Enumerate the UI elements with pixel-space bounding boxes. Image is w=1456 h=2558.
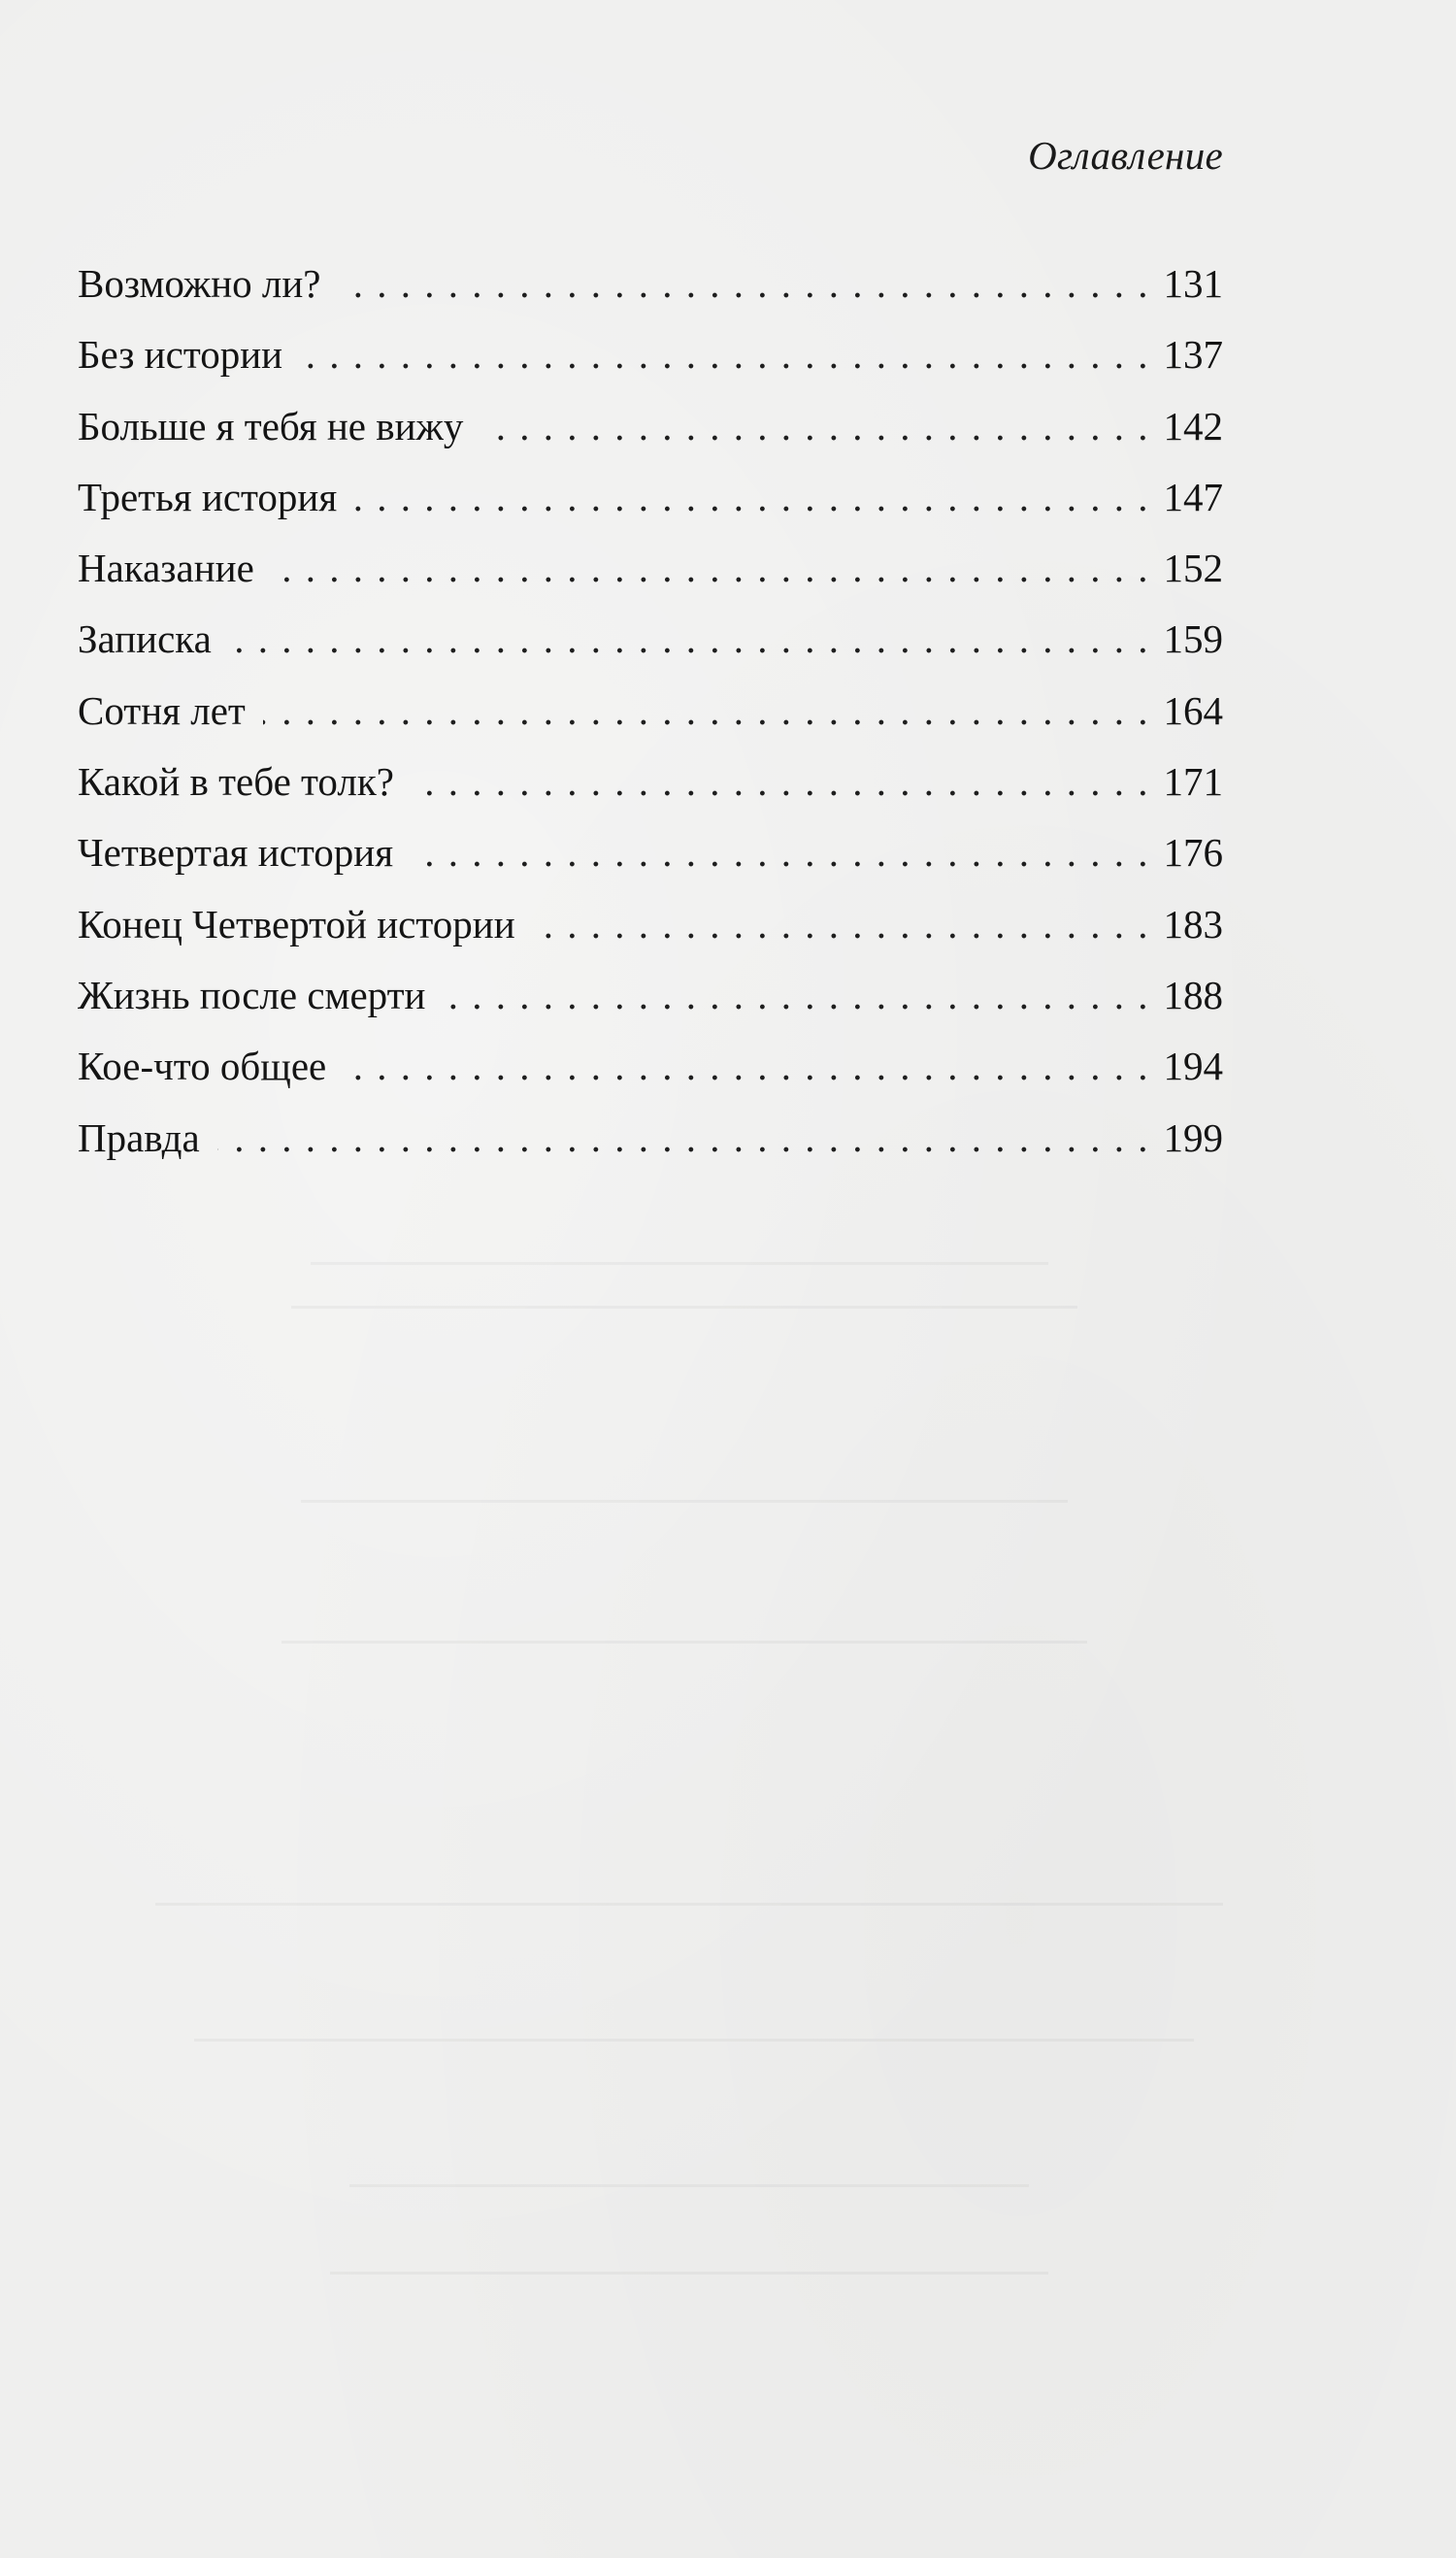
toc-entry-title: Сотня лет (78, 687, 246, 733)
toc-entry-page: 142 (1163, 403, 1223, 448)
show-through-line (311, 1262, 1048, 1265)
toc-entry (78, 1031, 1223, 1102)
toc-dot-leader (411, 817, 1147, 888)
toc-entry-title: Кое-что общее (78, 1044, 327, 1089)
show-through-line (194, 2039, 1194, 2042)
toc-entry-page: 176 (1163, 830, 1223, 876)
toc-dot-leader (533, 889, 1148, 960)
toc-entry-page: 188 (1163, 972, 1223, 1017)
table-of-contents (78, 249, 1223, 1174)
toc-entry (78, 889, 1223, 960)
toc-entry-title: Четвертая история (78, 830, 394, 876)
running-title: Оглавление (1028, 133, 1223, 178)
toc-dot-leader (354, 462, 1147, 533)
toc-entry-title: Наказание (78, 546, 254, 591)
toc-entry-title: Конец Четвертой истории (78, 901, 515, 947)
show-through-line (349, 2184, 1029, 2187)
toc-dot-leader (444, 960, 1148, 1031)
toc-entry (78, 462, 1223, 533)
toc-entry (78, 676, 1223, 747)
toc-entry-title: Правда (78, 1114, 200, 1160)
toc-entry-page: 131 (1163, 261, 1223, 306)
toc-entry (78, 249, 1223, 319)
toc-entry-page: 164 (1163, 687, 1223, 733)
toc-entry-page: 159 (1163, 616, 1223, 662)
show-through-line (330, 2272, 1048, 2275)
toc-entry-page: 137 (1163, 332, 1223, 378)
show-through-line (301, 1500, 1068, 1503)
toc-dot-leader (272, 533, 1148, 604)
show-through-line (281, 1641, 1087, 1644)
toc-entry-page: 171 (1163, 759, 1223, 805)
toc-entry (78, 960, 1223, 1031)
toc-entry-page: 147 (1163, 474, 1223, 519)
toc-entry-title: Возможно ли? (78, 261, 321, 306)
show-through-line (155, 1903, 1223, 1906)
toc-entry-page: 199 (1163, 1114, 1223, 1160)
toc-dot-leader (263, 676, 1148, 747)
toc-dot-leader (300, 319, 1147, 390)
toc-entry (78, 533, 1223, 604)
toc-dot-leader (344, 1031, 1147, 1102)
toc-dot-leader (412, 747, 1148, 817)
toc-entry-title: Без истории (78, 332, 283, 378)
toc-dot-leader (339, 249, 1148, 319)
toc-entry-title: Записка (78, 616, 212, 662)
toc-entry (78, 604, 1223, 675)
toc-entry-page: 194 (1163, 1044, 1223, 1089)
toc-entry (78, 319, 1223, 390)
toc-entry-title: Какой в тебе толк? (78, 759, 394, 805)
toc-dot-leader (217, 1103, 1148, 1174)
toc-entry (78, 391, 1223, 462)
toc-entry-page: 183 (1163, 901, 1223, 947)
toc-entry (78, 817, 1223, 888)
toc-dot-leader (229, 604, 1148, 675)
toc-entry-page: 152 (1163, 546, 1223, 591)
toc-entry-title: Жизнь после смерти (78, 972, 426, 1017)
toc-entry (78, 747, 1223, 817)
show-through-line (291, 1306, 1077, 1309)
toc-entry-title: Третья история (78, 474, 338, 519)
toc-entry-title: Больше я тебя не вижу (78, 403, 464, 448)
toc-dot-leader (480, 391, 1147, 462)
toc-entry (78, 1103, 1223, 1174)
